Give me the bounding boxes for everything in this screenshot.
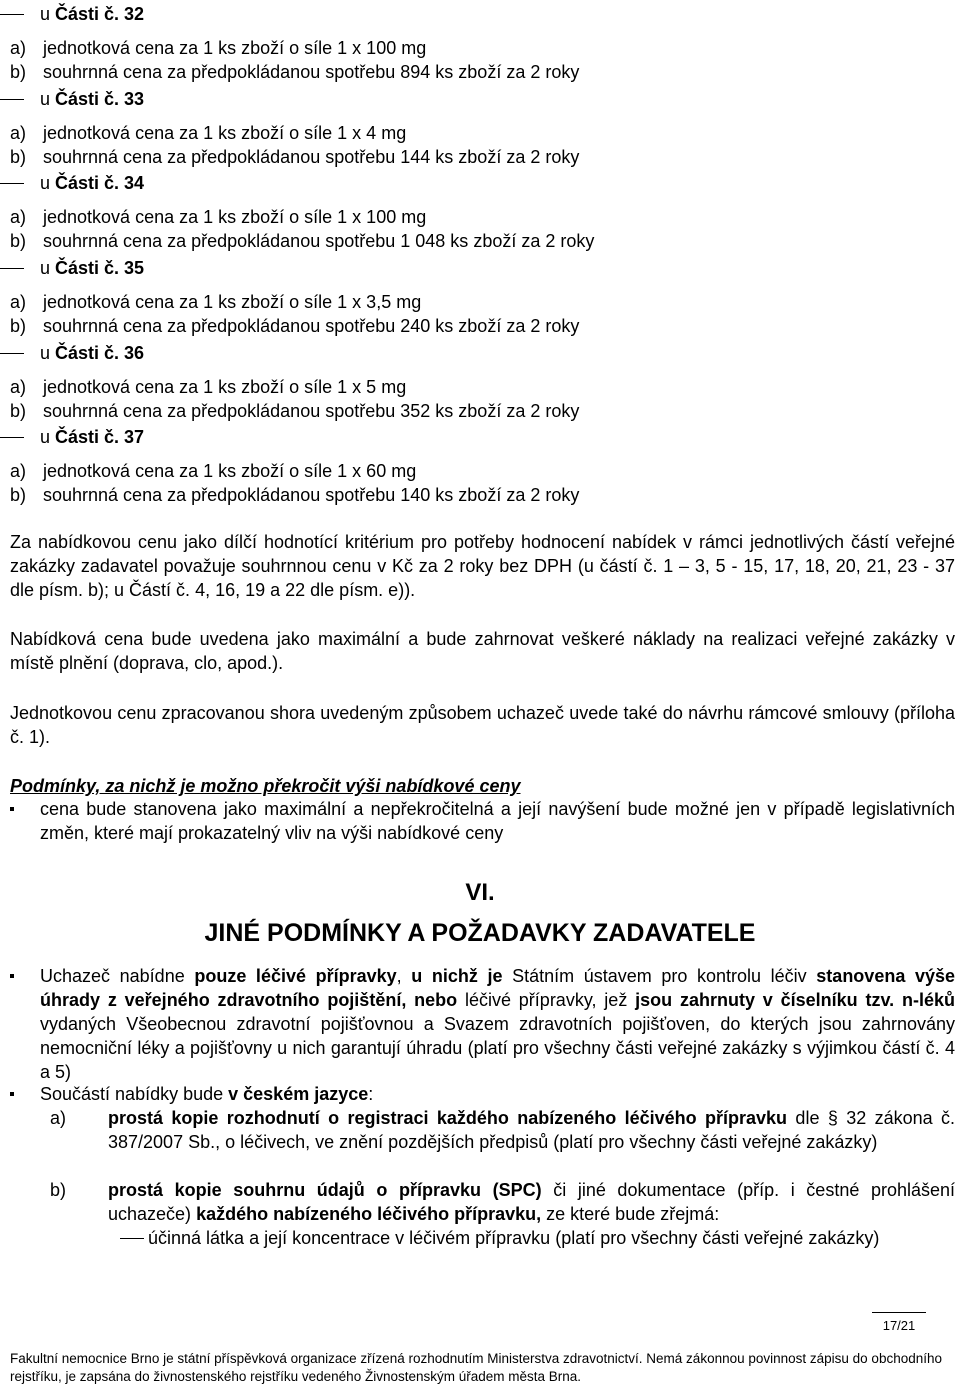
total-price-line: souhrnná cena za předpokládanou spotřebu 352 ks zboží za 2 roky <box>43 401 580 421</box>
unit-price-line: jednotková cena za 1 ks zboží o síle 1 x 5 mg <box>43 377 407 397</box>
part-block <box>0 2 950 84</box>
subitem-dash-text: účinná látka a její koncentrace v léčivém přípravku (platí pro všechny části veřejné zakázky) <box>148 1228 880 1248</box>
dash-marker <box>0 14 24 15</box>
subitem-b-text: prostá kopie souhrnu údajů o přípravku (SPC) či jiné dokumentace (příp. i čestné prohlášení uchazeče) každého nabízeného léčivého přípravku, ze které bude zřejmá: <box>108 1180 955 1224</box>
item-label: a) <box>10 38 27 58</box>
dash-marker <box>0 268 24 269</box>
language-bullet-text: Součástí nabídky bude v českém jazyce: <box>40 1084 374 1104</box>
conditions-bullet <box>10 797 955 845</box>
unit-price-line: jednotková cena za 1 ks zboží o síle 1 x 3,5 mg <box>43 292 422 312</box>
evaluation-criterion-paragraph: Za nabídkovou cenu jako dílčí hodnotící kritérium pro potřeby hodnocení nabídek v rámci jednotlivých částí veřejné zakázky zadavatel považuje souhrnnou cenu v Kč za 2 roky bez DPH (u částí č. 1 – 3, 5 - 15, 17, 18, 20, 21, 23 - 37 dle písm. b); u Částí č. 4, 16, 19 a 22 dle písm. e)). <box>10 532 955 600</box>
part-name: Části č. 32 <box>55 4 145 24</box>
unit-price-line: jednotková cena za 1 ks zboží o síle 1 x 100 mg <box>43 38 427 58</box>
bullet-square <box>10 974 14 978</box>
item-label: a) <box>10 461 27 481</box>
bullet-square <box>10 807 14 811</box>
part-prefix: u <box>40 343 56 363</box>
subitem-b <box>10 1178 955 1226</box>
total-price-line: souhrnná cena za předpokládanou spotřebu 240 ks zboží za 2 roky <box>43 316 580 336</box>
total-price-line: souhrnná cena za předpokládanou spotřebu 894 ks zboží za 2 roky <box>43 62 580 82</box>
subitem-a <box>10 1106 955 1154</box>
bullet-square <box>10 1092 14 1096</box>
price-scope-paragraph: Nabídková cena bude uvedena jako maximální a bude zahrnovat veškeré náklady na realizaci veřejné zakázky v místě plnění (doprava, clo, apod.). <box>10 629 955 673</box>
dash-marker <box>0 99 24 100</box>
page-number: 17/21 <box>882 1318 916 1333</box>
part-name: Části č. 33 <box>55 89 145 109</box>
dash-marker <box>0 183 24 184</box>
part-name: Části č. 35 <box>55 258 145 278</box>
conditions-bullet-text: cena bude stanovena jako maximální a nepřekročitelná a její navýšení bude možné jen v případě legislativních změn, které mají prokazatelný vliv na výši nabídkové ceny <box>40 799 955 843</box>
subitem-label: b) <box>50 1180 67 1200</box>
section-number: VI. <box>465 879 495 906</box>
item-label: a) <box>10 123 27 143</box>
page-number-rule <box>872 1312 926 1313</box>
conditions-heading: Podmínky, za nichž je možno překročit výši nabídkové ceny <box>10 776 521 796</box>
item-label: b) <box>10 401 27 421</box>
language-bullet <box>10 1082 955 1106</box>
unit-price-line: jednotková cena za 1 ks zboží o síle 1 x 100 mg <box>43 207 427 227</box>
subitem-a-text: prostá kopie rozhodnutí o registraci každého nabízeného léčivého přípravku dle § 32 zákona č. 387/2007 Sb., o léčivech, ve znění pozdějších předpisů (platí pro všechny části veřejné zakázky) <box>108 1108 955 1152</box>
section-title: JINÉ PODMÍNKY A POŽADAVKY ZADAVATELE <box>204 919 756 947</box>
subitem-label: a) <box>50 1108 67 1128</box>
requirement-bullet <box>10 964 955 1084</box>
part-block <box>0 425 950 507</box>
total-price-line: souhrnná cena za předpokládanou spotřebu 140 ks zboží za 2 roky <box>43 485 580 505</box>
part-block <box>0 341 950 423</box>
dash-marker <box>120 1238 144 1239</box>
part-block <box>0 87 950 169</box>
item-label: b) <box>10 147 27 167</box>
unit-price-line: jednotková cena za 1 ks zboží o síle 1 x 60 mg <box>43 461 417 481</box>
item-label: b) <box>10 316 27 336</box>
page-footer: Fakultní nemocnice Brno je státní příspěvková organizace zřízená rozhodnutím Ministerstva zdravotnictví. Nemá zákonnou povinnost zápisu do obchodního rejstříku, je zapsána do živnostenského rejstříku vedeného Živnostenským úřadem města Brna. <box>10 1351 943 1384</box>
item-label: b) <box>10 485 27 505</box>
requirement-bullet-text: Uchazeč nabídne pouze léčivé přípravky, u nichž je Státním ústavem pro kontrolu léčiv stanovena výše úhrady z veřejného zdravotního pojištění, nebo léčivé přípravky, jež jsou zahrnuty v číselníku tzv. n-léků vydaných Všeobecnou zdravotní pojišťovnou a Svazem zdravotních pojišťoven, do kterých jsou zahrnovány nemocniční léky a pojišťovny u nich garantují úhradu (platí pro všechny části veřejné zakázky s výjimkou částí č. 4 a 5) <box>40 966 955 1082</box>
part-prefix: u <box>40 258 56 278</box>
item-label: a) <box>10 292 27 312</box>
total-price-line: souhrnná cena za předpokládanou spotřebu 144 ks zboží za 2 roky <box>43 147 580 167</box>
part-block <box>0 171 950 253</box>
item-label: b) <box>10 62 27 82</box>
part-prefix: u <box>40 4 56 24</box>
dash-marker <box>0 437 24 438</box>
item-label: b) <box>10 231 27 251</box>
part-prefix: u <box>40 173 56 193</box>
unit-price-paragraph: Jednotkovou cenu zpracovanou shora uvedeným způsobem uchazeč uvede také do návrhu rámcové smlouvy (příloha č. 1). <box>10 703 955 747</box>
part-prefix: u <box>40 89 56 109</box>
total-price-line: souhrnná cena za předpokládanou spotřebu 1 048 ks zboží za 2 roky <box>43 231 595 251</box>
part-block <box>0 256 950 338</box>
part-name: Části č. 36 <box>55 343 145 363</box>
item-label: a) <box>10 377 27 397</box>
dash-marker <box>0 353 24 354</box>
subitem-dash <box>108 1226 955 1250</box>
part-name: Části č. 34 <box>55 173 145 193</box>
part-prefix: u <box>40 427 56 447</box>
unit-price-line: jednotková cena za 1 ks zboží o síle 1 x 4 mg <box>43 123 407 143</box>
item-label: a) <box>10 207 27 227</box>
part-name: Části č. 37 <box>55 427 145 447</box>
